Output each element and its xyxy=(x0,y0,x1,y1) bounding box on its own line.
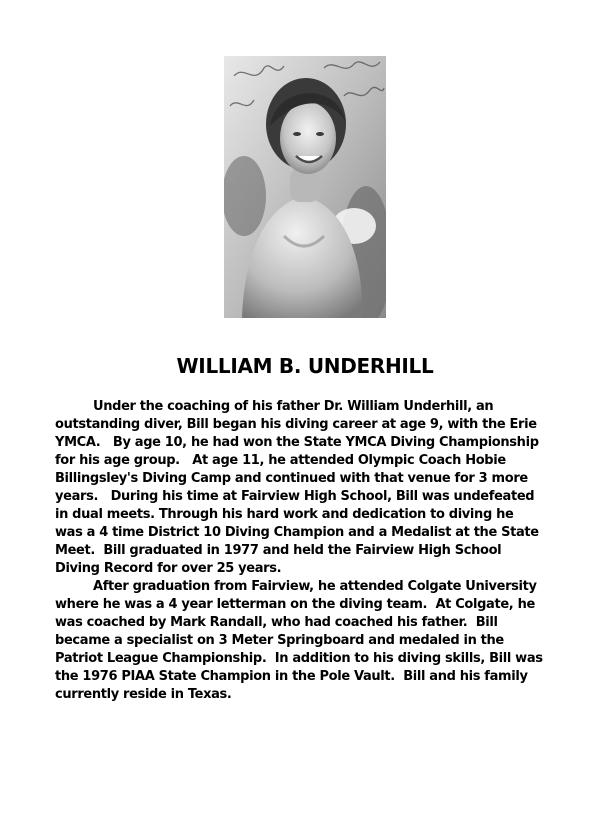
bio-paragraph: After graduation from Fairview, he attended Colgate University where he was a 4 year letterman on the diving team. At Colgate, he was coached by Mark Randall, who had coached his father. Bill became a specialist on 3 Meter Springboard and medaled in the Patriot League Championship. In addition to his diving skills, Bill was the 1976 PIAA State Champion in the Pole Vault. Bill and his family currently reside in Texas. xyxy=(55,579,547,702)
portrait-image xyxy=(224,56,386,318)
biography xyxy=(55,398,545,704)
page-title: WILLIAM B. UNDERHILL xyxy=(176,354,434,378)
portrait-photo xyxy=(224,56,386,318)
bio-paragraph: Under the coaching of his father Dr. William Underhill, an outstanding diver, Bill began his diving career at age 9, with the Erie YMCA. By age 10, he had won the State YMCA Diving Championship for his age group. At age 11, he attended Olympic Coach Hobie Billingsley's Diving Camp and continued with that venue for 3 more years. During his time at Fairview High School, Bill was undefeated in dual meets. Through his hard work and dedication to diving he was a 4 time District 10 Diving Champion and a Medalist at the State Meet. Bill graduated in 1977 and held the Fairview High School Diving Record for over 25 years. xyxy=(55,399,543,576)
